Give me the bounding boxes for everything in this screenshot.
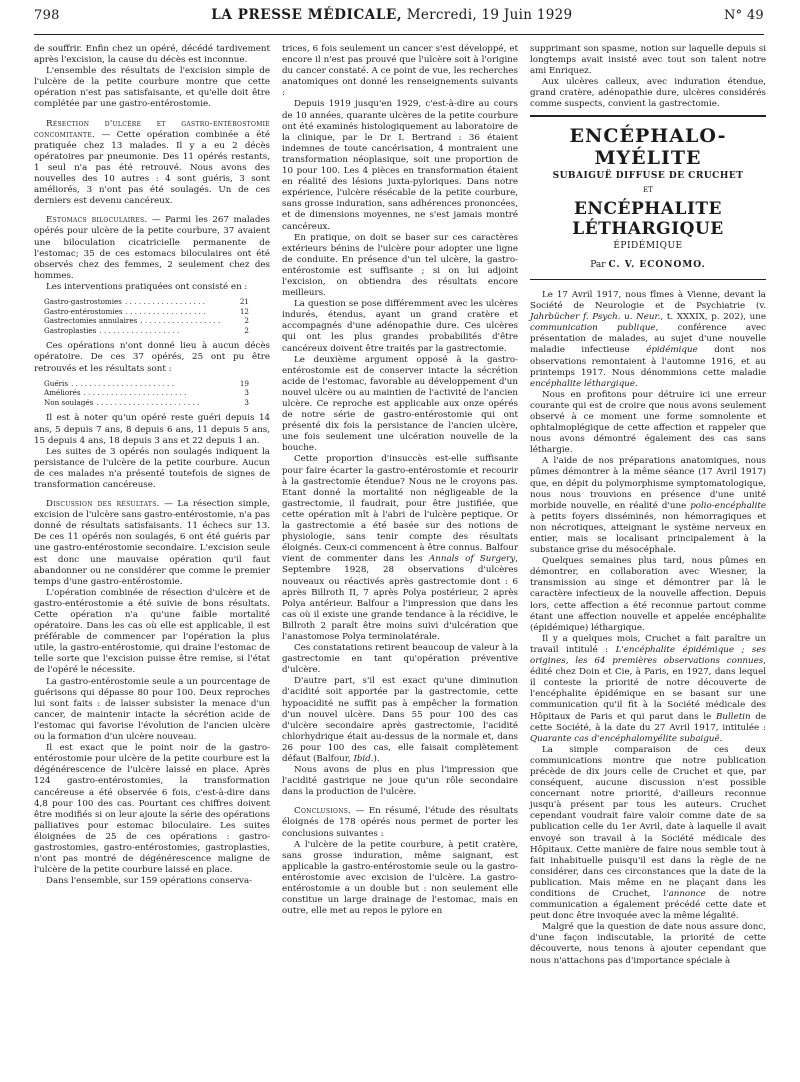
paragraph: La simple comparaison de ces deux communications montre que notre publication précède de dix jours celle de Cruchet et que, par conséquent, aucune discussion n'est possible concernant notre priorité, d'ailleurs reconnue jusqu'à présent par tous les auteurs. Cruchet cependant voudrait faire valoir comme date de sa publication celle du 1er Avril, date à laquelle il avait envoyé son travail à la Société médicale des Hôpitaux. Cette manière de faire nous semble tout à fait inhabituelle puisqu'il est dans la règle de ne considérer, dans ces circonstances que la date de la publication. Mais même en ne plaçant dans les conditions de Cruchet, l'annonce de notre communication a également précédé cette date et peut donc être invoquée avec la même légalité. xyxy=(530,744,766,922)
table-row: Gastro-entérostomies . . . . . . . . . . . . . . . . . . 12 xyxy=(44,306,249,316)
paragraph: En pratique, on doit se baser sur ces caractères extérieurs bénins de l'ulcère pour adopter une ligne de conduite. En présence d'un tel ulcère, la gastro-entérostomie est suffisante ; si on lui adjoint l'excision, on obtiendra des résultats encore meilleurs. xyxy=(282,232,518,299)
paragraph: Malgré que la question de date nous assure donc, d'une façon indiscutable, la priorité de cette découverte, nous tenons à ajouter cependant que nous n'attachons pas d'importance spéciale à xyxy=(530,922,766,966)
article-title-line-3: ENCÉPHALITE LÉTHARGIQUE xyxy=(572,198,724,239)
paragraph: Nous avons de plus en plus l'impression que l'acidité gastrique ne joue qu'un rôle secondaire dans la production de l'ulcère. xyxy=(282,765,518,798)
paragraph: de souffrir. Enfin chez un opéré, décédé tardivement après l'excision, la cause du décès est inconnue. xyxy=(34,44,270,66)
page-header xyxy=(34,0,764,30)
paragraph: L'ensemble des résultats de l'excision simple de l'ulcère de la petite courbure montre que cette opération n'est pas satisfaisante, et qu'elle doit être complétée par une gastro-entérostomie. xyxy=(34,66,270,110)
paragraph: Les interventions pratiquées ont consisté en : xyxy=(46,281,248,292)
column-1 xyxy=(34,44,270,887)
article-title-line-1: ENCÉPHALO-MYÉLITE xyxy=(569,124,727,169)
paragraph: Les suites de 3 opérés non soulagés indiquent la persistance de l'ulcère de la petite courbure. Aucun de ces malades n'a présenté toutefois de signes de transformation cancéreuse. xyxy=(34,446,270,490)
paragraph: Dans l'ensemble, sur 159 opérations conserva- xyxy=(46,876,253,887)
section-resection: Résection d'ulcère et gastro-entérostomie concomitante. — Cette opération combinée a été pratiquée chez 13 malades. Il y a eu 2 décès opératoires par pneumonie. Des 11 opérés restants, 1 seul n'a pas été retrouvé. Nous avons des nouvelles des 10 autres : 4 sont guéris, 3 sont améliorés, 3 n'ont pas été soulagés. Un de ces derniers est devenu cancéreux. xyxy=(34,118,270,207)
table-row: Gastroplasties . . . . . . . . . . . . . . . . . . 2 xyxy=(44,325,249,335)
journal-title xyxy=(211,7,572,23)
paragraph: Nous en profitons pour détruire ici une erreur courante qui est de croire que nous avons seulement observé à ce moment une forme somnolente et ophtalmoplégique de cette affection et rappeler que nous avons démontré également des cas sans léthargie. xyxy=(530,389,766,456)
table-row: Non soulagés . . . . . . . . . . . . . . . . . . . . . . . 3 xyxy=(44,397,249,407)
results-table xyxy=(44,379,270,408)
article-title-conjunction: ET xyxy=(643,185,653,194)
paragraph: Il y a quelques mois, Cruchet a fait paraître un travail intitulé : L'encéphalite épidémique ; ses origines, les 64 premières observations connues, édité chez Doin et Cie, à Paris, en 1927, dans lequel il conteste la priorité de notre découverte de l'encéphalite épidémique en se basant sur une communication qu'il fit à la Société médicale des Hôpitaux de Paris et qui parut dans le Bulletin de cette Société, à la date du 27 Avril 1917, intitulée : Quarante cas d'encéphalomyélite subaiguë. xyxy=(530,633,766,744)
paragraph: Le deuxième argument opposé à la gastro-entérostomie est de conserver intacte la sécrétion acide de l'estomac, favorable au développement d'un nouvel ulcère ou au maintien de l'activité de l'ancien ulcère. Ce reproche est applicable aux onze opérés de notre série de gastro-entérostomie qui ont présenté dix fois la persistance de l'ancien ulcère, une fois seulement une ulcération nouvelle de la bouche. xyxy=(282,354,518,454)
article-byline: Par C. V. ECONOMO. xyxy=(590,259,706,270)
section-conclusions: Conclusions. — En résumé, l'étude des résultats éloignés de 178 opérés nous permet de porter les conclusions suivantes : xyxy=(282,806,518,839)
paragraph: L'opération combinée de résection d'ulcère et de gastro-entérostomie a été suivie de bons résultats. Cette opération n'a qu'une faible mortalité opératoire. Dans les cas où elle est applicable, il est préférable de commencer par l'opération la plus utile, la gastro-entérostomie, qui draine l'estomac de telle sorte que l'excision puisse être remise, si l'état de l'opéré le nécessite. xyxy=(34,587,270,676)
article-heading xyxy=(530,115,766,280)
paragraph: Ces opérations n'ont donné lieu à aucun décès opératoire. De ces 37 opérés, 25 ont pu être retrouvés et les résultats sont : xyxy=(34,341,270,374)
paragraph: A l'aide de nos préparations anatomiques, nous pûmes démontrer à la même séance (17 Avril 1917) que, en dépit du polymorphisme symptomatologique, nous nous trouvions en présence d'une unité morbide nouvelle, en réalité d'une polio-encéphalite à petits foyers disséminés, non hémorragiques et non nécrotiques, atteignant le système nerveux en entier, mais se localisant principalement à la substance grise du mésocéphale. xyxy=(530,456,766,556)
author-name: C. V. ECONOMO. xyxy=(608,259,706,270)
paragraph: trices, 6 fois seulement un cancer s'est développé, et encore il n'est pas prouvé que l'ulcère soit à l'origine du cancer constaté. A ce point de vue, les recherches anatomiques ont donné les renseignements suivants : xyxy=(282,44,518,99)
section-title: Conclusions. xyxy=(294,806,352,817)
table-row: Guéris . . . . . . . . . . . . . . . . . . . . . . . 19 xyxy=(44,378,249,388)
journal-name: LA PRESSE MÉDICALE, xyxy=(211,7,403,23)
section-title: Estomacs biloculaires. xyxy=(46,215,148,226)
table-row: Améliorés . . . . . . . . . . . . . . . . . . . . . . . 3 xyxy=(44,388,249,398)
section-title: Discussion des résultats. xyxy=(46,499,160,510)
page-number: 798 xyxy=(34,7,60,23)
issue-date: Mercredi, 19 Juin 1929 xyxy=(406,7,573,23)
paragraph: La gastro-entérostomie seule a un pourcentage de guérisons qui dépasse 80 pour 100. Deux reproches lui sont faits : de laisser subsister la menace d'un cancer, de maintenir intacte la sécrétion acide de l'estomac qui favorise l'évolution de l'ancien ulcère ou la formation d'un ulcère nouveau. xyxy=(34,676,270,743)
table-row: Gastro-gastrostomies . . . . . . . . . . . . . . . . . . 21 xyxy=(44,296,249,306)
paragraph: Il est exact que le point noir de la gastro-entérostomie pour ulcère de la petite courbure est la dégénérescence de l'ulcère laissé en place. Après 124 gastro-entérostomies, la transformation cancéreuse a été observée 6 fois, c'est-à-dire dans 4,8 pour 100 des cas. Pourtant ces chiffres doivent être modifiés si on leur ajoute la série des opérations palliatives pour estomac biloculaire. Les suites éloignées de 25 de ces opérations : gastro-gastrostomies, gastro-entérostomies, gastroplasties, n'ont pas montré de dégénérescence maligne de l'ulcère de la petite courbure laissé en place. xyxy=(34,743,270,876)
paragraph: Ces constatations retirent beaucoup de valeur à la gastrectomie en tant qu'opération préventive d'ulcère. xyxy=(282,643,518,676)
paragraph: Il est à noter qu'un opéré reste guéri depuis 14 ans, 5 depuis 7 ans, 8 depuis 6 ans, 11 depuis 5 ans, 15 depuis 4 ans, 18 depuis 3 ans et 22 depuis 1 an. xyxy=(34,413,270,446)
paragraph: Depuis 1919 jusqu'en 1929, c'est-à-dire au cours de 10 années, quarante ulcères de la petite courbure ont été examinés histologiquement au laboratoire de la clinique, par le Dr I. Bertrand : 36 étaient indemnes de toute cancérisation, 4 montraient une transformation néoplasique, soit une proportion de 10 pour 100. Les 4 pièces en transformation étaient en réalité des lésions juxta-pyloriques. Dans notre expérience, l'ulcère résécable de la petite courbure, sans grosse induration, sans adhérences prononcées, et de dimensions moyennes, ne s'est jamais montré cancéreux. xyxy=(282,99,518,232)
section-discussion: Discussion des résultats. — La résection simple, excision de l'ulcère sans gastro-entérostomie, n'a pas donné de résultats satisfaisants. 11 échecs sur 13. De ces 11 opérés non soulagés, 6 ont été guéris par une gastro-entérostomie secondaire. L'excision seule est donc une mauvaise opération qu'il faut abandonner ou ne considérer que comme le premier temps d'une gastro-entérostomie. xyxy=(34,499,270,587)
column-2 xyxy=(282,44,518,917)
article-title-line-4: ÉPIDÉMIQUE xyxy=(613,240,683,251)
paragraph: Le 17 Avril 1917, nous fîmes à Vienne, devant la Société de Neurologie et de Psychiatrie (v. Jahrbücher f. Psych. u. Neur., t. XXXIX, p. 202), une communication publique, conférence avec présentation de malades, au sujet d'une nouvelle maladie infectieuse épidémique dont nos observations remontaient à l'automne 1916, et au printemps 1917. Nous dénommions cette maladie encéphalite léthargique. xyxy=(530,289,767,389)
paragraph: A l'ulcère de la petite courbure, à petit cratère, sans grosse induration, même saignant, est applicable la gastro-entérostomie seule ou la gastro-entérostomie avec excision de l'ulcère. La gastro-entérostomie a un double but : non seulement elle constitue un large drainage de l'estomac, mais en outre, elle met au repos le pylore en xyxy=(282,839,518,917)
section-title: Résection d'ulcère et gastro-entérostomie concomitante. xyxy=(34,118,270,140)
paragraph: Aux ulcères calleux, avec induration étendue, grand cratère, adénopathie dure, ulcères considérés comme suspects, convient la gastrectomie. xyxy=(530,77,766,110)
header-rule xyxy=(34,34,764,35)
paragraph: La question se pose différemment avec les ulcères indurés, étendus, ayant un grand cratère et accompagnés d'une adénopathie dure. Ces ulcères qui ont les plus grandes probabilités d'être cancéreux doivent être traités par la gastrectomie. xyxy=(282,299,518,354)
issue-number: N° 49 xyxy=(723,7,764,23)
paragraph: Quelques semaines plus tard, nous pûmes en démontrer, en collaboration avec Wiesner, la transmission au singe et démontrer par là le caractère infectieux de la nouvelle affection. Depuis lors, cette affection a été reconnue partout comme étant une affection nouvelle et appelée encéphalite (épidémique) léthargique. xyxy=(530,556,766,633)
paragraph: D'autre part, s'il est exact qu'une diminution d'acidité soit apportée par la gastrectomie, cette hypoacidité ne suffit pas à empêcher la formation d'un nouvel ulcère. Dans 55 pour 100 des cas d'ulcère secondaire après gastrectomie, l'acidité chlorhydrique était au-dessus de la normale et, dans 26 pour 100 des cas, elle faisait complètement défaut (Balfour, Ibid.). xyxy=(282,676,518,764)
column-3 xyxy=(530,44,766,967)
paragraph: supprimant son spasme, notion sur laquelle depuis si longtemps avait insisté avec tout son talent notre ami Enriquez. xyxy=(530,44,766,77)
paragraph: Cette proportion d'insuccès est-elle suffisante pour faire écarter la gastro-entérostomie et recourir à la gastrectomie étendue? Nous ne le croyons pas. Etant donné la mortalité non négligeable de la gastrectomie, il faudrait, pour être justifiée, que cette opération mît à l'abri de l'ulcère peptique. Or la gastrectomie a été basée sur des notions de physiologie, sans tenir compte des résultats éloignés. Ceux-ci commencent à être connus. Balfour vient de commenter dans les Annals of Surgery, Septembre 1928, 28 observations d'ulcères nouveaux ou réactivés après gastrectomie dont : 6 après Billroth II, 7 après Polya postérieur, 2 après Polya antérieur. Balfour a l'impression que dans les cas où il existe une grande tendance à la récidive, le Billroth 2 paraît être moins suivi d'ulcération que l'anastomose Polya terminolatérale. xyxy=(282,454,518,642)
section-biloculaires: Estomacs biloculaires. — Parmi les 267 malades opérés pour ulcère de la petite courbure, 37 avaient une biloculation cicatricielle permanente de l'estomac; 35 de ces estomacs biloculaires ont été observés chez des femmes, 2 seulement chez des hommes. xyxy=(34,215,270,281)
table-row: Gastrectomies annulaires . . . . . . . . . . . . . . . . . . 2 xyxy=(44,316,249,326)
interventions-table xyxy=(44,297,270,335)
article-title-line-2: SUBAIGUË DIFFUSE DE CRUCHET xyxy=(552,170,744,181)
